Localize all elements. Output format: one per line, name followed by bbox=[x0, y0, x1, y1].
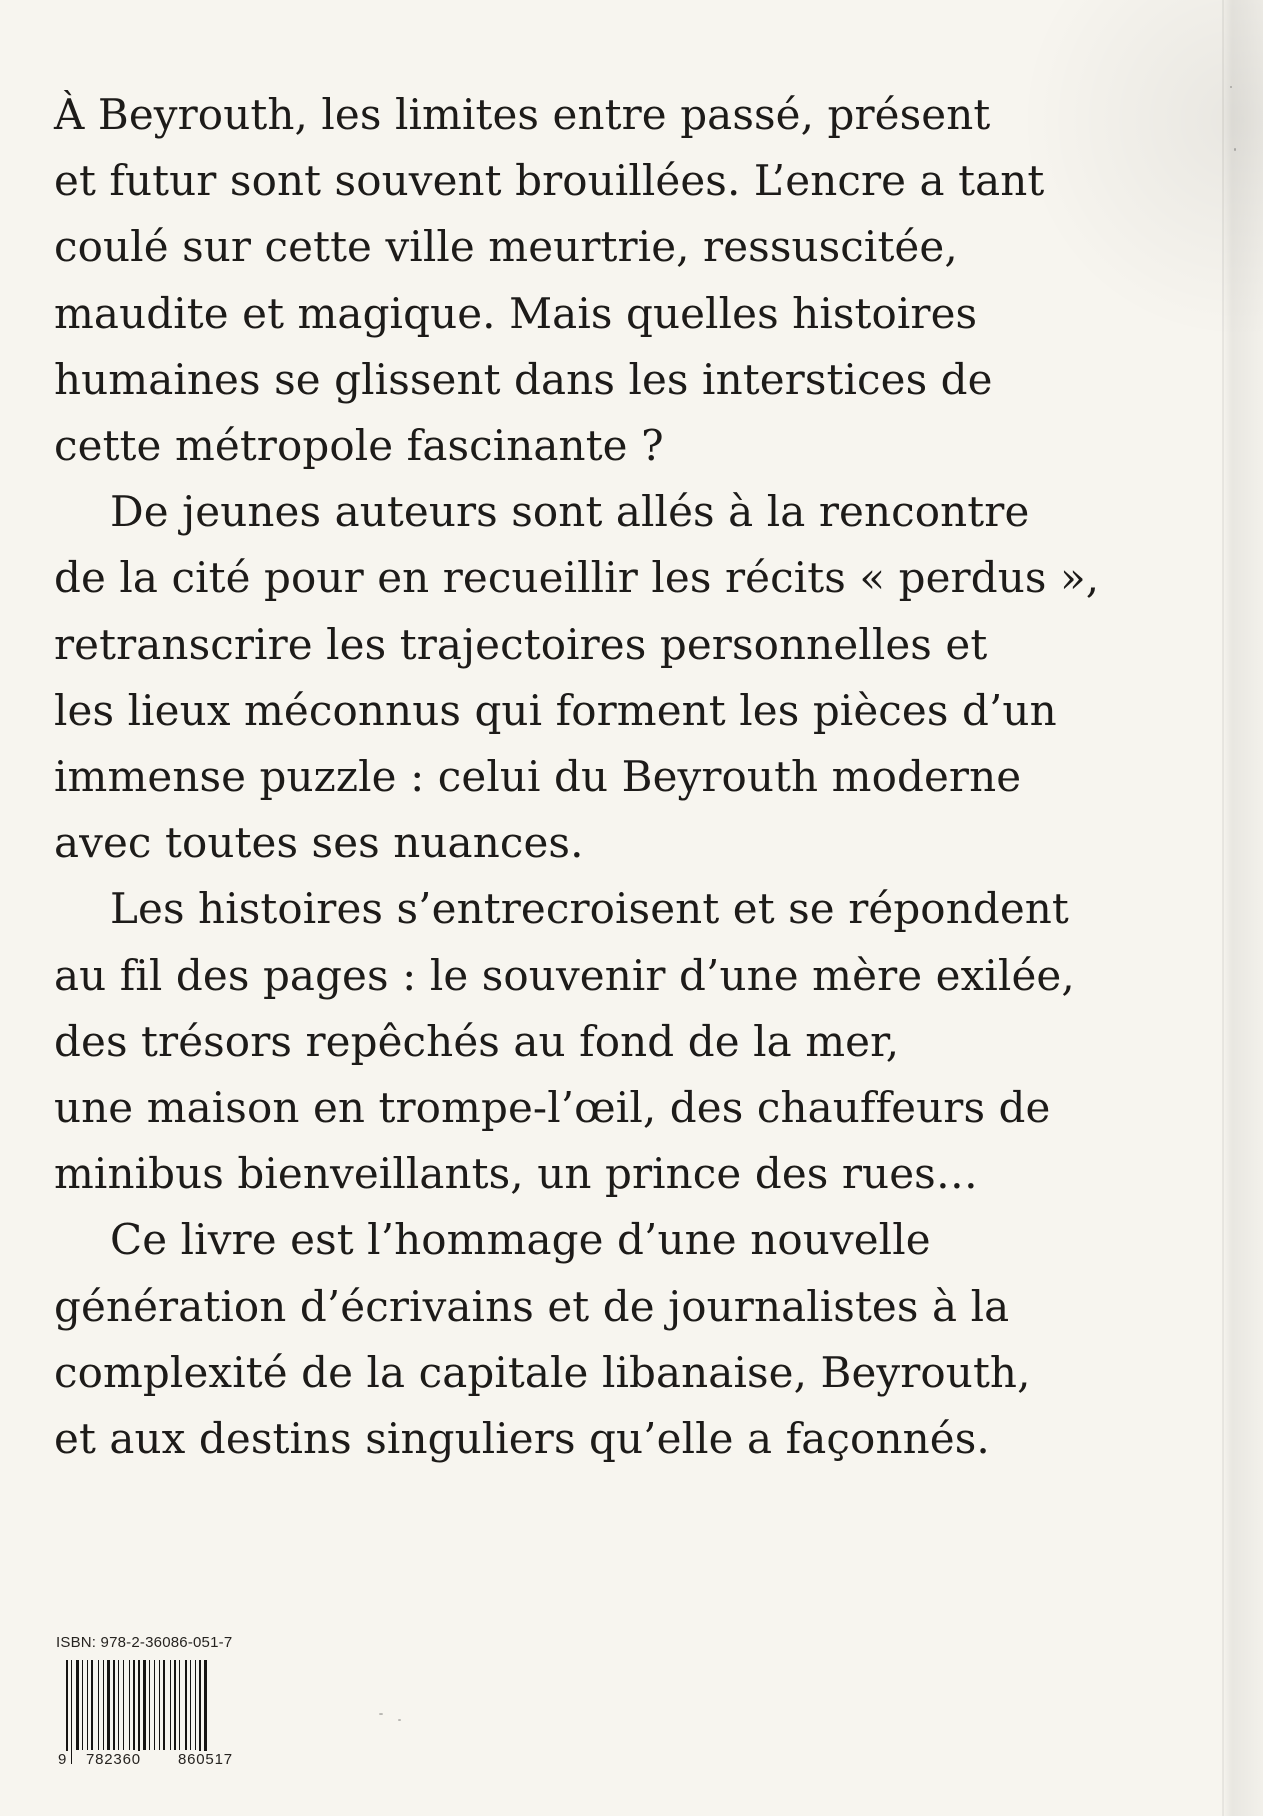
paragraph-line: des trésors repêchés au fond de la mer, bbox=[54, 1016, 900, 1066]
barcode-bar bbox=[133, 1660, 135, 1750]
paragraph-4 bbox=[54, 1207, 1204, 1472]
barcode-left-group: 782360 bbox=[86, 1751, 141, 1768]
paragraph-3 bbox=[54, 876, 1204, 1207]
barcode-bar bbox=[143, 1660, 146, 1750]
paragraph-line: les lieux méconnus qui forment les pièces d’un bbox=[54, 685, 1057, 735]
barcode-bar bbox=[82, 1660, 83, 1750]
barcode-bar bbox=[129, 1660, 130, 1750]
paragraph-line: de la cité pour en recueillir les récits « perdus », bbox=[54, 553, 1100, 603]
paragraph-line: humaines se glissent dans les interstices de bbox=[54, 354, 993, 404]
paragraph-line: une maison en trompe-l’œil, des chauffeurs de bbox=[54, 1083, 1051, 1133]
paragraph-line: De jeunes auteurs sont allés à la rencontre bbox=[110, 487, 1030, 537]
paragraph-line: au fil des pages : le souvenir d’une mère exilée, bbox=[54, 950, 1075, 1000]
barcode-bar bbox=[66, 1660, 68, 1764]
paragraph-line: maudite et magique. Mais quelles histoires bbox=[54, 288, 978, 338]
paper-speck bbox=[1230, 86, 1232, 88]
barcode-bar bbox=[149, 1660, 150, 1750]
barcode-bar bbox=[91, 1660, 93, 1750]
barcode-bar bbox=[71, 1660, 72, 1764]
paper-speck bbox=[379, 1713, 383, 1715]
barcode-bar bbox=[103, 1660, 104, 1750]
paragraph-line: Ce livre est l’hommage d’une nouvelle bbox=[110, 1215, 931, 1265]
paragraph-line: complexité de la capitale libanaise, Beyrouth, bbox=[54, 1347, 1031, 1397]
paragraph-line: coulé sur cette ville meurtrie, ressuscitée, bbox=[54, 222, 958, 272]
cover-edge-shadow bbox=[1222, 0, 1224, 1816]
paragraph-line: retranscrire les trajectoires personnelles et bbox=[54, 619, 988, 669]
barcode bbox=[56, 1660, 270, 1780]
paragraph-line: immense puzzle : celui du Beyrouth moderne bbox=[54, 752, 1022, 802]
barcode-bar bbox=[195, 1660, 196, 1750]
paragraph-1 bbox=[54, 82, 1204, 479]
barcode-bar bbox=[204, 1660, 207, 1764]
barcode-bar bbox=[154, 1660, 155, 1750]
barcode-bar bbox=[113, 1660, 115, 1750]
paragraph-line: et aux destins singuliers qu’elle a façonnés. bbox=[54, 1414, 990, 1464]
barcode-bar bbox=[174, 1660, 176, 1750]
barcode-bar bbox=[107, 1660, 110, 1750]
barcode-bar bbox=[199, 1660, 201, 1764]
barcode-bar bbox=[76, 1660, 79, 1750]
barcode-bar bbox=[87, 1660, 88, 1750]
barcode-bar bbox=[138, 1660, 140, 1764]
barcode-bar bbox=[179, 1660, 180, 1750]
paper-speck bbox=[398, 1719, 401, 1721]
barcode-bar bbox=[123, 1660, 124, 1750]
paragraph-line: génération d’écrivains et de journalistes à la bbox=[54, 1281, 1010, 1331]
paragraph-line: et futur sont souvent brouillées. L’encre a tant bbox=[54, 156, 1045, 206]
paragraph-line: cette métropole fascinante ? bbox=[54, 421, 664, 471]
paragraph-line: À Beyrouth, les limites entre passé, présent bbox=[54, 90, 991, 139]
paragraph-line: minibus bienveillants, un prince des rues… bbox=[54, 1149, 978, 1199]
paragraph-2 bbox=[54, 479, 1204, 876]
paragraph-line: Les histoires s’entrecroisent et se répondent bbox=[110, 884, 1069, 934]
barcode-bar bbox=[163, 1660, 165, 1750]
barcode-bar bbox=[190, 1660, 191, 1750]
barcode-bar bbox=[118, 1660, 119, 1750]
barcode-bar bbox=[185, 1660, 187, 1750]
paper-speck bbox=[1234, 148, 1236, 151]
barcode-bar bbox=[159, 1660, 160, 1750]
isbn-label: ISBN: 978-2-36086-051-7 bbox=[56, 1634, 233, 1651]
barcode-right-group: 860517 bbox=[178, 1751, 233, 1768]
paragraph-line: avec toutes ses nuances. bbox=[54, 818, 584, 868]
barcode-bar bbox=[98, 1660, 99, 1750]
barcode-bar bbox=[170, 1660, 171, 1750]
blurb-text bbox=[54, 82, 1204, 1472]
barcode-lead-digit: 9 bbox=[58, 1751, 68, 1768]
